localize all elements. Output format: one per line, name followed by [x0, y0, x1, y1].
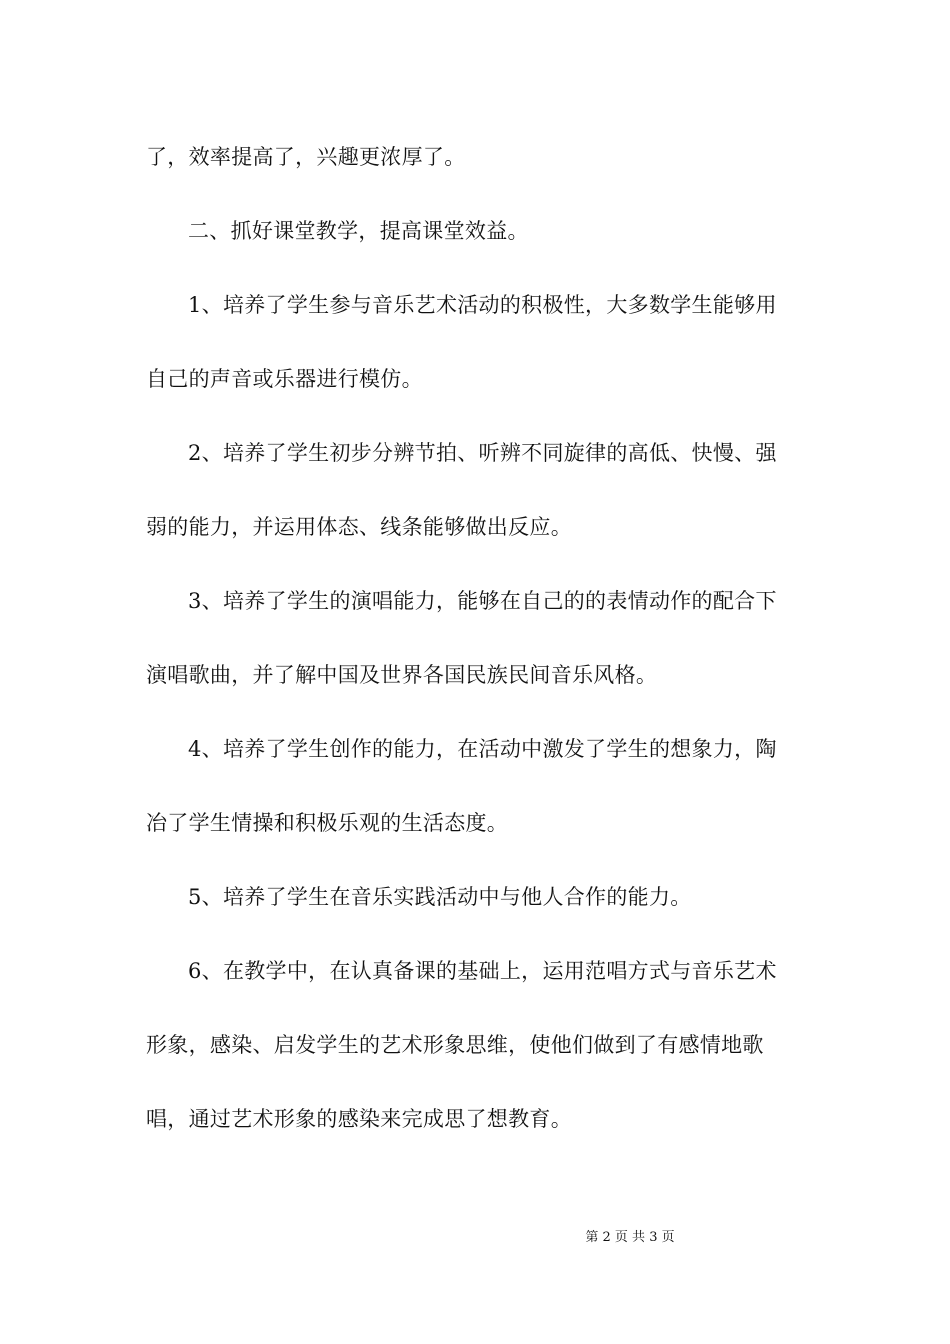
list-item-6-line-3: 唱，通过艺术形象的感染来完成思了想教育。 [146, 1107, 572, 1131]
page-number: 第 2 页 共 3 页 [585, 1230, 675, 1245]
list-item-2-line-2: 弱的能力，并运用体态、线条能够做出反应。 [146, 515, 572, 539]
list-item-4-line-2: 冶了学生情操和积极乐观的生活态度。 [146, 811, 509, 835]
page-footer [0, 1229, 950, 1247]
list-item-3-line-2: 演唱歌曲，并了解中国及世界各国民族民间音乐风格。 [146, 663, 658, 687]
list-item-5: 5、培养了学生在音乐实践活动中与他人合作的能力。 [188, 885, 692, 909]
list-item-4-line-1: 4、培养了学生创作的能力，在活动中激发了学生的想象力，陶 [188, 737, 777, 761]
list-item-1-line-2: 自己的声音或乐器进行模仿。 [146, 367, 423, 391]
list-item-6-line-2: 形象，感染、启发学生的艺术形象思维，使他们做到了有感情地歌 [146, 1033, 764, 1057]
list-item-2-line-1: 2、培养了学生初步分辨节拍、听辨不同旋律的高低、快慢、强 [188, 441, 777, 465]
section-heading: 二、抓好课堂教学，提高课堂效益。 [188, 219, 529, 243]
list-item-6-line-1: 6、在教学中，在认真备课的基础上，运用范唱方式与音乐艺术 [188, 959, 777, 983]
list-item-1-line-1: 1、培养了学生参与音乐艺术活动的积极性，大多数学生能够用 [188, 293, 777, 317]
text-line: 了，效率提高了，兴趣更浓厚了。 [146, 145, 466, 169]
list-item-3-line-1: 3、培养了学生的演唱能力，能够在自己的的表情动作的配合下 [188, 589, 777, 613]
